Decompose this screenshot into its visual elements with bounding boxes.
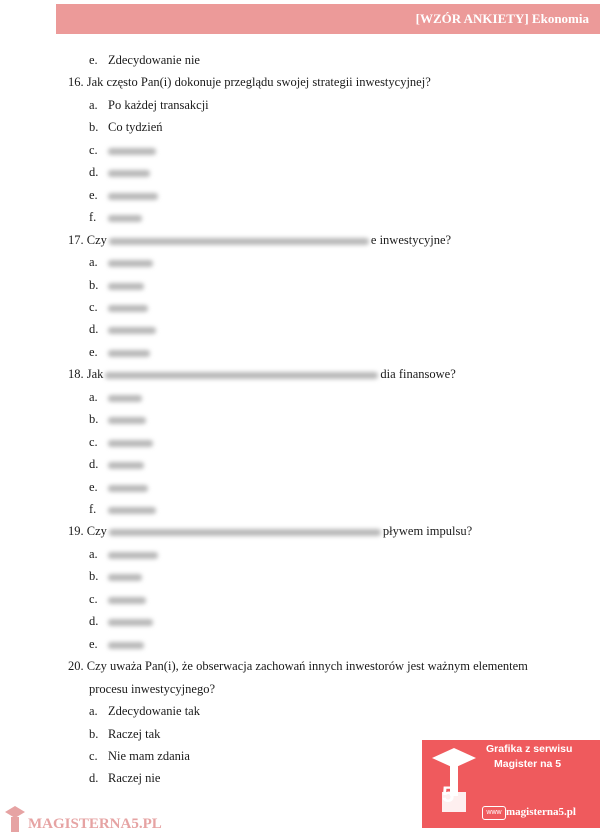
option-letter: a. bbox=[89, 390, 98, 404]
option-letter: a. bbox=[89, 255, 98, 269]
option-text: Nie mam zdania bbox=[108, 749, 190, 763]
redacted-option bbox=[108, 547, 158, 562]
option-text: Co tydzień bbox=[108, 120, 163, 134]
option-letter: c. bbox=[89, 143, 98, 157]
redacted-option bbox=[108, 210, 142, 225]
question-text bbox=[68, 233, 451, 248]
option-letter: e. bbox=[89, 345, 98, 359]
question-suffix: dia finansowe? bbox=[380, 367, 456, 381]
redacted-option bbox=[108, 345, 150, 360]
redacted-option bbox=[108, 480, 148, 495]
promo-line1: Grafika z serwisu bbox=[486, 743, 573, 755]
option-text: Zdecydowanie nie bbox=[108, 53, 200, 67]
option-letter: b. bbox=[89, 727, 99, 741]
option-letter: d. bbox=[89, 322, 99, 336]
option-letter: f. bbox=[89, 210, 97, 224]
option-letter: c. bbox=[89, 592, 98, 606]
redacted-question bbox=[105, 372, 378, 379]
option-letter: c. bbox=[89, 749, 98, 763]
redacted-option bbox=[108, 637, 144, 652]
redacted-option bbox=[108, 502, 156, 517]
redacted-option bbox=[108, 255, 153, 270]
option-text: Zdecydowanie tak bbox=[108, 704, 200, 718]
redacted-option bbox=[108, 300, 148, 315]
redacted-option bbox=[108, 435, 153, 450]
option-letter: e. bbox=[89, 480, 98, 494]
redacted-question bbox=[109, 238, 369, 245]
question-text: procesu inwestycyjnego? bbox=[89, 682, 216, 696]
header-title: [WZÓR ANKIETY] Ekonomia bbox=[415, 11, 589, 26]
promo-site: magisterna5.pl bbox=[506, 806, 576, 818]
redacted-option bbox=[108, 143, 156, 158]
redacted-option bbox=[108, 614, 153, 629]
option-letter: d. bbox=[89, 771, 99, 785]
option-letter: e. bbox=[89, 188, 98, 202]
option-letter: a. bbox=[89, 547, 98, 561]
option-letter: e. bbox=[89, 53, 98, 67]
logo-text: MAGISTERNA5.PL bbox=[28, 816, 162, 832]
option-text: Raczej tak bbox=[108, 727, 161, 741]
option-text: Po każdej transakcji bbox=[108, 98, 209, 112]
option-letter: d. bbox=[89, 457, 99, 471]
promo-line2: Magister na 5 bbox=[494, 758, 562, 770]
option-letter: d. bbox=[89, 614, 99, 628]
redacted-option bbox=[108, 322, 156, 337]
option-letter: c. bbox=[89, 300, 98, 314]
question-text: 20. Czy uważa Pan(i), że obserwacja zachowań innych inwestorów jest ważnym elementem bbox=[68, 659, 528, 673]
logo-cap-icon bbox=[4, 804, 26, 834]
option-letter: b. bbox=[89, 412, 99, 426]
redacted-option bbox=[108, 188, 158, 203]
redacted-option bbox=[108, 165, 150, 180]
option-letter: d. bbox=[89, 165, 99, 179]
question-suffix: pływem impulsu? bbox=[382, 524, 473, 538]
option-letter: e. bbox=[89, 637, 98, 651]
www-icon: www bbox=[482, 806, 506, 820]
question-text: 16. Jak często Pan(i) dokonuje przeglądu swojej strategii inwestycyjnej? bbox=[68, 75, 431, 89]
option-letter: b. bbox=[89, 569, 99, 583]
question-text bbox=[68, 524, 472, 539]
question-prefix: 17. Czy bbox=[68, 233, 107, 247]
option-text: Raczej nie bbox=[108, 771, 161, 785]
option-letter: b. bbox=[89, 278, 99, 292]
option-letter: a. bbox=[89, 704, 98, 718]
redacted-option bbox=[108, 457, 144, 472]
question-prefix: 18. Jak bbox=[68, 367, 104, 381]
redacted-option bbox=[108, 412, 146, 427]
option-letter: b. bbox=[89, 120, 99, 134]
redacted-option bbox=[108, 592, 146, 607]
logo bbox=[4, 804, 226, 834]
redacted-option bbox=[108, 390, 142, 405]
question-prefix: 19. Czy bbox=[68, 524, 107, 538]
question-suffix: e inwestycyjne? bbox=[370, 233, 452, 247]
option-letter: a. bbox=[89, 98, 98, 112]
question-text bbox=[68, 367, 456, 382]
promo-banner bbox=[422, 740, 600, 828]
redacted-option bbox=[108, 278, 144, 293]
option-letter: f. bbox=[89, 502, 97, 516]
promo-number: 5 bbox=[442, 782, 455, 807]
option-letter: c. bbox=[89, 435, 98, 449]
redacted-question bbox=[109, 529, 381, 536]
redacted-option bbox=[108, 569, 142, 584]
